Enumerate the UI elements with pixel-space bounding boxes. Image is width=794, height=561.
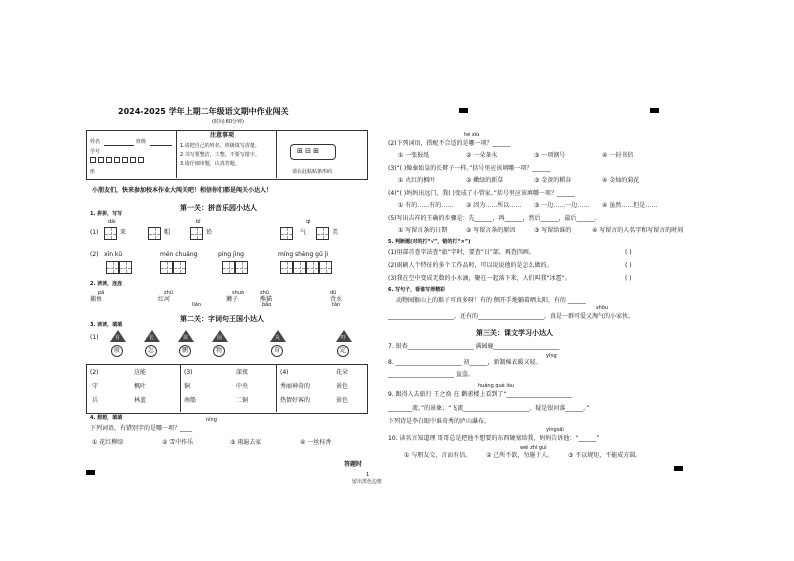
qc-option[interactable]: ③ 一边……一边…… [534,202,590,209]
q1-char: 帽 [164,229,171,236]
note-2: 2.书写要整洁，工整，不要写错字。 [180,152,260,158]
q1-char: 美 [332,229,339,236]
q3-word: 兵 [92,397,99,404]
writing-grid[interactable] [222,261,235,274]
qc-option[interactable]: ② 因为……所以…… [466,202,522,209]
q8-b: ______________________ 盆盗。 [388,371,474,378]
footer-note: 留出黑色边框 [352,479,383,485]
school-no-label: 学号 [90,149,101,155]
barcode-area [290,144,336,160]
q3-word: 花朵 [336,369,349,376]
writing-grid[interactable] [319,261,332,274]
answer-circle[interactable]: 物 [213,345,225,357]
writing-grid[interactable] [148,227,161,240]
name-field[interactable] [104,145,134,146]
writing-grid[interactable] [104,227,117,240]
q7: 7. 银杏______________________ 满园鹿______________________ [388,343,560,350]
q6-title: 6. 写句子，看谁写得精彩 [388,287,446,293]
q2-title: 2. 读读，连连 [90,281,123,287]
writing-grid[interactable] [280,227,293,240]
q8-pinyin: yīng [546,353,557,359]
q9: 9. 跟得人去旅行 王之涣 在 鹳雀楼上看到了“______________________ [388,391,573,398]
qd-option[interactable]: ① 写留言条的日期 [398,227,448,234]
q3-word: 南船 [184,397,197,404]
q1-pinyin: mén chuáng [160,251,198,258]
q3-word: 秀丽神奇的 [280,383,311,390]
q1-pinyin: bǐ [196,219,201,225]
q2-word: 狮子 [226,296,239,303]
qa-option[interactable]: ③ 一项钢号 [534,152,566,159]
writing-grid[interactable] [190,227,203,240]
q1-pinyin: qì [306,219,311,225]
q6-pinyin: shōu [596,305,609,311]
class-field[interactable] [150,145,172,146]
q2-word: 红河 [158,296,171,303]
footer-answer: 答题时 [344,461,363,468]
q3-word: 中央 [236,383,249,390]
q1-char: 铅 [206,229,213,236]
q5-item: (1)用部首查字法查“旅”字时，要查“日”部，再查四画。 [388,249,535,256]
qb-option[interactable]: ③ 金黄的稻谷 [534,177,572,184]
divider [180,364,181,412]
q1-title: 1. 拼拼，写写 [90,211,123,217]
note-1: 1.请把自己的姓名、班级填写清楚。 [180,143,260,149]
q2-pinyin: zhū [260,290,269,296]
q9-pinyin: huáng què lóu [478,383,514,389]
note-3: 3.请仔细审题，认真答题。 [180,161,240,167]
writing-grid[interactable] [293,261,306,274]
qa-option[interactable]: ④ 一封书信 [602,152,634,159]
q3-box [86,364,368,414]
divider [276,364,277,412]
qb-option[interactable]: ④ 金灿的菊花 [602,177,640,184]
q3-word: 二铜 [236,397,249,404]
divider [176,130,177,178]
q1-char: 气 [300,229,307,236]
alignment-mark [86,470,95,475]
q4-option[interactable]: ② 雪中作乐 [162,439,194,446]
alignment-mark [650,108,659,113]
q1-pinyin: píng jìng [218,251,244,258]
intro-text: 小朋友们，快来参加校本作业大闯关吧！相信你们都是闯关小达人！ [92,187,273,194]
writing-grid[interactable] [280,261,293,274]
q4-pinyin: nǐng [206,417,217,423]
writing-grid[interactable] [160,261,173,274]
divider [276,130,277,178]
qa-option[interactable]: ② 一朵茶水 [466,152,498,159]
qb-option[interactable]: ② 嫩绿的新草 [466,177,504,184]
q5-blank[interactable]: ( ) [625,262,632,269]
qd-question: (5)写出吉祥的王确的步骤是：先______，再______，然后______，最后______。 [388,215,601,222]
class-label: 班级 [136,139,147,145]
qb-option[interactable]: ① 火红的枫叶 [398,177,436,184]
q1-row-label: (1) [90,229,99,236]
q3-char: 长 [149,335,155,341]
writing-grid[interactable] [173,261,186,274]
alignment-mark [459,108,468,113]
writing-grid[interactable] [119,261,132,274]
q3-word: 这能 [134,369,147,376]
q3-char: 吓 [341,335,347,341]
q10-pinyin: yìngsāi [546,427,564,433]
part2-title: 第二关：字词句王国小达人 [180,315,264,323]
q2-pinyin: bǎo [262,302,272,308]
q3-word: 林蓝 [134,397,147,404]
q10-option[interactable]: ② 己所不欲，勿施于人。 [486,452,554,459]
seat-label: 座 [90,169,96,175]
q5-blank[interactable]: ( ) [625,275,632,282]
q3-label: (1) [90,334,99,341]
barcode-glyph: ⊞ ⊟ ⊞ [297,147,320,155]
qd-option[interactable]: ③ 写留给谁的 [534,227,572,234]
q9-c: 下列诗是李白眼中谁奇秀的庐山瀑布。 [388,418,491,425]
q2-pinyin: pā [98,290,105,296]
qc-option[interactable]: ④ 虽然……但是…… [602,202,658,209]
q10-pinyin: wéi zhī guì [520,445,547,451]
q4-title: 4. 想想，填填 [90,415,123,421]
q2-pinyin: tǎn [332,302,341,308]
q4-option[interactable]: ④ 一丝桂香 [300,439,332,446]
q2-pinyin: lián [192,302,202,308]
q3-char: 有 [115,335,121,341]
q3-title: 3. 读读，填填 [90,322,123,328]
name-label: 姓名 [90,139,101,145]
part1-title: 第一关：拼音乐园小达人 [180,204,257,212]
qd-option[interactable]: ④ 写留言的人名字和写留言的时间 [592,227,684,234]
barcode-label: 请在此粘贴条形码 [292,169,333,175]
q4-question: 下列词语，有错别字的是哪一项？____ [90,425,193,432]
q6-text: 动物园猴山上的猴子可真多呀！有的 侧开手地躺着晒太阳，有的 ______ [396,297,586,304]
q3-word: 热情好客的 [280,397,311,404]
q1-pinyin: míng shèng gǔ jì [278,251,329,258]
answer-circle[interactable]: 定 [337,345,349,357]
exam-time: (时间:60分钟) [212,119,244,125]
q3-word: (4) [280,369,289,376]
answer-circle[interactable]: 鹏 [179,345,191,357]
q4-option[interactable]: ③ 雨遍去家 [230,439,262,446]
q6-text: ______________________，还有的______________________，真是一群可爱又淘气的小家伙。 [388,313,635,320]
q10: 10. 读名言知道理 哥哥总是把他不想要的东西硬塞给我，妈妈告诉他：“______” [388,435,600,442]
qa-option[interactable]: ① 一张报纸 [398,152,430,159]
q10-option[interactable]: ③ 不以规矩，不能成方圆。 [568,452,642,459]
answer-circle[interactable]: 奇 [271,345,283,357]
answer-circle[interactable]: 怎 [145,345,157,357]
q5-title: 5. 判断题(对的打“√”，错的打“×”) [388,239,471,245]
q8: 8. ______________________ 初______，新制棉衣暖又轻。 [388,359,542,366]
qa-question: (2)下列词语，搭配不合适的是哪一项？______ [388,140,511,147]
q4-option[interactable]: ① 花红柳绿 [92,439,124,446]
qb-question: (3)“( )像秦始皇的长辫子一样。”括号里应该填哪一项？______ [388,165,551,172]
q5-blank[interactable]: ( ) [625,249,632,256]
qa-pinyin: hé xiù [464,132,480,138]
q1-row-label: (2) [90,251,99,258]
q5-item: (3)我在空中变成无数的小水滴，聚在一起落下来，人们叫我“冰雹”。 [388,275,571,282]
page-number: 1 [366,472,370,478]
q2-word: 捕鱼 [90,296,103,303]
q3-char: 苗 [183,335,189,341]
q3-word: 景色 [336,383,349,390]
q3-word: 铜 [184,383,191,390]
qc-question: (4)“( )妈妈出远门，我( )变成了小管家。”括号里应该填哪一项？______ [388,190,575,197]
q2-word: 熊猫 [260,296,273,303]
writing-grid[interactable] [306,261,319,274]
writing-grid[interactable] [106,261,119,274]
writing-grid[interactable] [235,261,248,274]
writing-grid[interactable] [316,227,329,240]
notes-title: 注意事项 [210,132,235,139]
q3-char: 丸 [275,335,281,341]
q3-word: 景色 [336,397,349,404]
q1-char: 来 [120,229,127,236]
q2-pinyin: shuò [232,290,245,296]
q3-word: 枫叶 [134,383,147,390]
answer-circle[interactable]: 般 [111,345,123,357]
q10-option[interactable]: ① 与朋友交，言而有信。 [404,452,472,459]
qd-option[interactable]: ② 写留言条的原因 [466,227,516,234]
part3-title: 第三关：课文学习小达人 [476,329,553,337]
alignment-mark [674,466,683,471]
page-title: 2024-2025 学年上期二年级语文期中作业闯关 [118,107,289,116]
qc-option[interactable]: ① 有的……有的…… [398,202,454,209]
q3-word: 守 [92,383,99,390]
q3-word: (2) [90,369,99,376]
q3-word: (3) [184,369,193,376]
q9-b: ________流。”的景象；“飞流______________________，疑是银河落______。” [388,405,590,412]
q2-word: 背水 [330,296,343,303]
q1-pinyin: xīn kǔ [104,251,123,258]
q3-char: 园 [217,335,223,341]
q5-item: (2)雨刷人个特征的多个工作品时，可以说说他的是怎么做的。 [388,262,553,269]
q2-pinyin: dū [330,290,337,296]
q2-pinyin: zhū [164,290,173,296]
q3-word: 深夜 [236,369,249,376]
q1-pinyin: dài [108,219,116,225]
